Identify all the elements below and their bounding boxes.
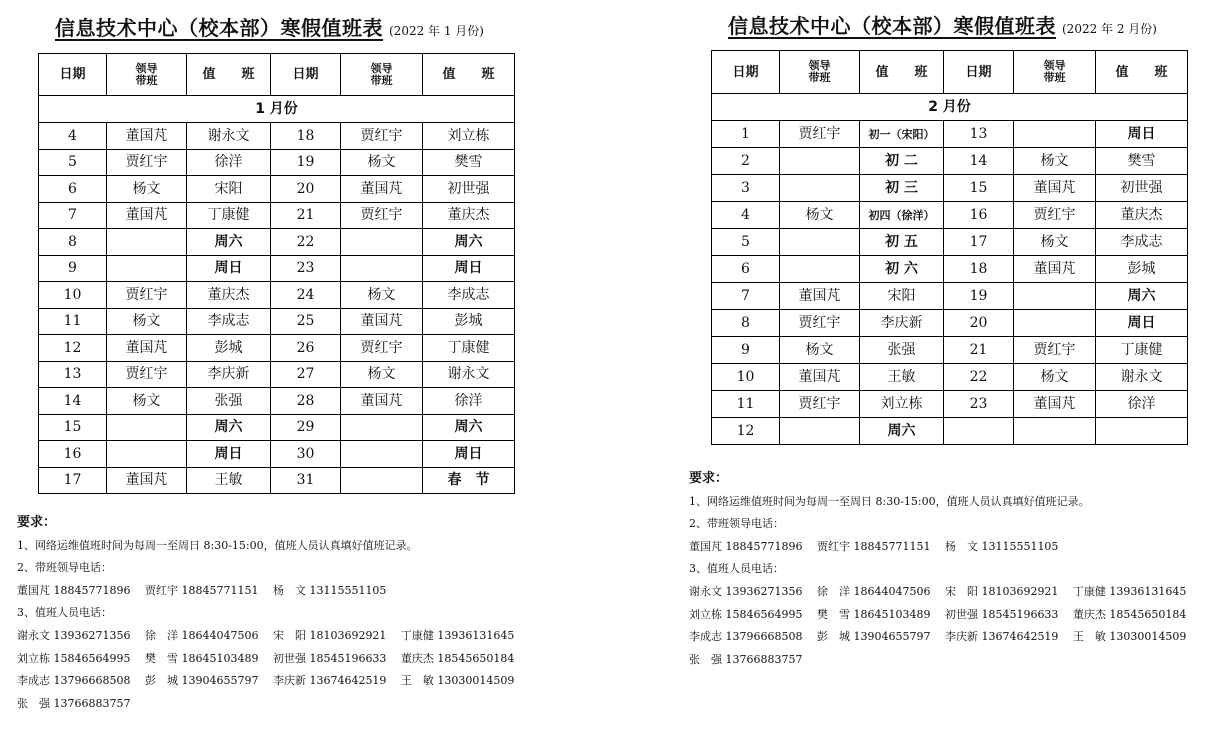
jan-cell-leader: 董国芃: [107, 467, 187, 494]
jan-cell-date2: 29: [271, 414, 341, 441]
jan-cell-duty: 彭城: [187, 335, 271, 362]
feb-cell-date: 12: [712, 418, 780, 445]
jan-cell-leader2: 贾红宇: [341, 202, 423, 229]
feb-cell-duty: 初 三: [860, 175, 944, 202]
jan-cell-date2: 25: [271, 308, 341, 335]
jan-cell-duty2: 李成志: [423, 282, 515, 309]
jan-header-duty2: 值 班: [423, 54, 515, 96]
feb-cell-duty2: 彭城: [1096, 256, 1188, 283]
jan-cell-duty2: 徐洋: [423, 388, 515, 415]
table-row: [39, 388, 515, 415]
jan-cell-leader2: [341, 467, 423, 494]
feb-cell-duty2: 周六: [1096, 283, 1188, 310]
jan-cell-date: 14: [39, 388, 107, 415]
feb-cell-leader: [780, 148, 860, 175]
jan-header-leader2: 领导 带班: [341, 54, 423, 96]
feb-cell-leader2: [1014, 121, 1096, 148]
jan-requirement-line: 2、带班领导电话：: [17, 561, 112, 575]
feb-header-date2: 日期: [944, 51, 1014, 94]
feb-title-period: (2022 年 2 月份): [1062, 22, 1157, 36]
jan-cell-leader: 贾红宇: [107, 282, 187, 309]
table-row: [712, 310, 1188, 337]
jan-cell-duty: 李成志: [187, 308, 271, 335]
jan-cell-leader: [107, 255, 187, 282]
feb-cell-leader2: [1014, 418, 1096, 445]
jan-header-leader: 领导 带班: [107, 54, 187, 96]
feb-cell-date: 7: [712, 283, 780, 310]
jan-requirement-line: 3、值班人员电话：: [17, 606, 112, 620]
jan-cell-leader: 杨文: [107, 308, 187, 335]
jan-cell-duty2: 谢永文: [423, 361, 515, 388]
table-row: [712, 229, 1188, 256]
jan-cell-date: 13: [39, 361, 107, 388]
feb-cell-date: 2: [712, 148, 780, 175]
feb-cell-date2: 13: [944, 121, 1014, 148]
jan-cell-duty2: 春 节: [423, 467, 515, 494]
feb-cell-duty2: 董庆杰: [1096, 202, 1188, 229]
jan-title-main: 信息技术中心（校本部）寒假值班表: [55, 16, 383, 40]
feb-cell-leader: 董国芃: [780, 364, 860, 391]
jan-cell-duty2: 彭城: [423, 308, 515, 335]
jan-header-duty: 值 班: [187, 54, 271, 96]
jan-header-date2: 日期: [271, 54, 341, 96]
jan-header-row: [39, 54, 515, 96]
jan-cell-duty: 谢永文: [187, 123, 271, 150]
table-row: [712, 283, 1188, 310]
jan-cell-leader2: 杨文: [341, 149, 423, 176]
jan-cell-duty: 董庆杰: [187, 282, 271, 309]
feb-cell-duty2: [1096, 418, 1188, 445]
feb-header-leader2: 领导 带班: [1014, 51, 1096, 94]
jan-cell-leader: 贾红宇: [107, 361, 187, 388]
feb-cell-leader2: [1014, 283, 1096, 310]
feb-requirements-heading: 要求：: [689, 471, 729, 486]
feb-cell-duty: 初 五: [860, 229, 944, 256]
table-row: [712, 202, 1188, 229]
feb-cell-date: 10: [712, 364, 780, 391]
table-row: [39, 308, 515, 335]
jan-cell-leader: 董国芃: [107, 335, 187, 362]
feb-cell-duty2: 徐洋: [1096, 391, 1188, 418]
feb-header-duty2: 值 班: [1096, 51, 1188, 94]
jan-cell-date2: 31: [271, 467, 341, 494]
jan-cell-leader: 贾红宇: [107, 149, 187, 176]
jan-cell-duty2: 董庆杰: [423, 202, 515, 229]
table-row: [39, 361, 515, 388]
jan-cell-leader2: 董国芃: [341, 388, 423, 415]
feb-header-leader: 领导 带班: [780, 51, 860, 94]
feb-cell-leader2: 董国芃: [1014, 175, 1096, 202]
feb-cell-leader: [780, 175, 860, 202]
jan-cell-date: 10: [39, 282, 107, 309]
jan-cell-leader: 杨文: [107, 176, 187, 203]
feb-cell-leader: 董国芃: [780, 283, 860, 310]
feb-duty-table: [711, 50, 1188, 445]
feb-cell-date2: 20: [944, 310, 1014, 337]
feb-requirement-line: 2、带班领导电话：: [689, 517, 784, 531]
jan-cell-date: 7: [39, 202, 107, 229]
jan-cell-duty2: 周日: [423, 255, 515, 282]
feb-cell-duty2: 樊雪: [1096, 148, 1188, 175]
feb-cell-date2: 18: [944, 256, 1014, 283]
jan-cell-duty2: 樊雪: [423, 149, 515, 176]
jan-cell-date2: 18: [271, 123, 341, 150]
jan-cell-date: 17: [39, 467, 107, 494]
feb-cell-duty2: 谢永文: [1096, 364, 1188, 391]
feb-title: [728, 10, 1157, 39]
jan-cell-date2: 20: [271, 176, 341, 203]
feb-cell-duty: 周六: [860, 418, 944, 445]
feb-header-duty: 值 班: [860, 51, 944, 94]
jan-cell-leader: [107, 441, 187, 468]
jan-cell-date: 8: [39, 229, 107, 256]
jan-cell-duty2: 周六: [423, 414, 515, 441]
jan-cell-leader2: 董国芃: [341, 176, 423, 203]
table-row: [39, 123, 515, 150]
jan-cell-duty2: 周六: [423, 229, 515, 256]
jan-cell-leader2: 贾红宇: [341, 335, 423, 362]
feb-cell-date2: [944, 418, 1014, 445]
jan-cell-duty: 徐洋: [187, 149, 271, 176]
feb-requirement-line: 董国芃 18845771896 贾红宇 18845771151 杨 文 13115551105: [689, 539, 1059, 553]
jan-cell-leader2: 董国芃: [341, 308, 423, 335]
feb-cell-date: 1: [712, 121, 780, 148]
jan-cell-duty: 李庆新: [187, 361, 271, 388]
table-row: [712, 364, 1188, 391]
feb-cell-date: 6: [712, 256, 780, 283]
table-row: [712, 175, 1188, 202]
jan-cell-duty: 周日: [187, 255, 271, 282]
feb-title-main: 信息技术中心（校本部）寒假值班表: [728, 14, 1056, 38]
feb-cell-duty2: 周日: [1096, 121, 1188, 148]
table-row: [39, 255, 515, 282]
table-row: [39, 176, 515, 203]
feb-cell-leader2: 董国芃: [1014, 256, 1096, 283]
jan-cell-leader: 董国芃: [107, 123, 187, 150]
jan-cell-date: 12: [39, 335, 107, 362]
jan-cell-date2: 21: [271, 202, 341, 229]
feb-cell-leader2: [1014, 310, 1096, 337]
feb-header-date: 日期: [712, 51, 780, 94]
jan-cell-date2: 27: [271, 361, 341, 388]
jan-cell-leader: 杨文: [107, 388, 187, 415]
jan-cell-date2: 23: [271, 255, 341, 282]
feb-cell-leader: 贾红宇: [780, 391, 860, 418]
jan-cell-date2: 19: [271, 149, 341, 176]
jan-cell-duty2: 刘立栋: [423, 123, 515, 150]
jan-cell-date2: 22: [271, 229, 341, 256]
table-row: [39, 282, 515, 309]
feb-cell-date: 11: [712, 391, 780, 418]
table-row: [712, 391, 1188, 418]
jan-requirements: [17, 512, 514, 715]
table-row: [712, 148, 1188, 175]
jan-cell-duty: 张强: [187, 388, 271, 415]
feb-cell-duty: 宋阳: [860, 283, 944, 310]
jan-cell-leader2: 杨文: [341, 282, 423, 309]
feb-cell-date: 9: [712, 337, 780, 364]
feb-cell-leader2: 贾红宇: [1014, 337, 1096, 364]
feb-cell-leader2: 杨文: [1014, 364, 1096, 391]
jan-cell-duty: 周日: [187, 441, 271, 468]
table-row: [39, 202, 515, 229]
feb-requirement-line: 3、值班人员电话：: [689, 562, 784, 576]
feb-cell-date2: 21: [944, 337, 1014, 364]
feb-cell-leader: 贾红宇: [780, 310, 860, 337]
feb-cell-date2: 23: [944, 391, 1014, 418]
table-row: [712, 256, 1188, 283]
jan-title-period: (2022 年 1 月份): [389, 24, 484, 38]
table-row: [39, 335, 515, 362]
feb-requirement-line: 李成志 13796668508 彭 城 13904655797 李庆新 13674642519 王 敏 13030014509: [689, 630, 1187, 644]
feb-cell-duty: 刘立栋: [860, 391, 944, 418]
jan-cell-date2: 24: [271, 282, 341, 309]
feb-cell-duty2: 周日: [1096, 310, 1188, 337]
jan-cell-duty: 王敏: [187, 467, 271, 494]
feb-cell-duty: 李庆新: [860, 310, 944, 337]
jan-cell-date2: 28: [271, 388, 341, 415]
table-row: [39, 149, 515, 176]
jan-cell-date: 4: [39, 123, 107, 150]
jan-cell-duty2: 周日: [423, 441, 515, 468]
jan-cell-leader: [107, 229, 187, 256]
jan-header-date: 日期: [39, 54, 107, 96]
table-row: [39, 414, 515, 441]
feb-cell-duty: 张强: [860, 337, 944, 364]
feb-cell-leader2: 董国芃: [1014, 391, 1096, 418]
jan-cell-duty2: 丁康健: [423, 335, 515, 362]
feb-cell-date: 3: [712, 175, 780, 202]
feb-cell-date2: 17: [944, 229, 1014, 256]
feb-cell-duty: 王敏: [860, 364, 944, 391]
table-row: [712, 418, 1188, 445]
feb-cell-leader: 贾红宇: [780, 121, 860, 148]
jan-title: [55, 12, 484, 41]
jan-cell-date: 15: [39, 414, 107, 441]
jan-duty-table: [38, 53, 515, 494]
feb-requirement-line: 刘立栋 15846564995 樊 雪 18645103489 初世强 18545196633 董庆杰 18545650184: [689, 607, 1187, 621]
jan-cell-leader2: [341, 414, 423, 441]
jan-requirement-line: 谢永文 13936271356 徐 洋 18644047506 宋 阳 18103692921 丁康健 13936131645: [17, 628, 515, 642]
table-row: [39, 467, 515, 494]
jan-cell-leader2: [341, 441, 423, 468]
feb-requirement-line: 1、网络运维值班时间为每周一至周日 8:30-15:00，值班人员认真填好值班记录。: [689, 494, 1090, 508]
feb-cell-date2: 15: [944, 175, 1014, 202]
feb-cell-duty: 初 二: [860, 148, 944, 175]
feb-cell-duty: 初四（徐洋）: [860, 202, 944, 229]
feb-cell-date2: 16: [944, 202, 1014, 229]
jan-cell-date2: 30: [271, 441, 341, 468]
jan-cell-duty2: 初世强: [423, 176, 515, 203]
feb-cell-leader2: 贾红宇: [1014, 202, 1096, 229]
jan-cell-date: 6: [39, 176, 107, 203]
feb-cell-date2: 22: [944, 364, 1014, 391]
jan-requirement-line: 张 强 13766883757: [17, 696, 131, 710]
jan-cell-duty: 丁康健: [187, 202, 271, 229]
feb-cell-date: 4: [712, 202, 780, 229]
feb-month-label: 2 月份: [712, 94, 1188, 121]
feb-cell-leader: 杨文: [780, 202, 860, 229]
feb-cell-leader: [780, 229, 860, 256]
feb-cell-date: 5: [712, 229, 780, 256]
jan-cell-leader2: 杨文: [341, 361, 423, 388]
feb-requirement-line: 谢永文 13936271356 徐 洋 18644047506 宋 阳 18103692921 丁康健 13936131645: [689, 584, 1187, 598]
feb-cell-leader: 杨文: [780, 337, 860, 364]
feb-cell-duty: 初一（宋阳）: [860, 121, 944, 148]
jan-cell-leader2: [341, 229, 423, 256]
feb-cell-leader2: 杨文: [1014, 229, 1096, 256]
jan-requirements-heading: 要求：: [17, 515, 57, 530]
jan-cell-date: 5: [39, 149, 107, 176]
jan-requirement-line: 李成志 13796668508 彭 城 13904655797 李庆新 13674642519 王 敏 13030014509: [17, 674, 515, 688]
feb-cell-date2: 14: [944, 148, 1014, 175]
jan-cell-duty: 宋阳: [187, 176, 271, 203]
feb-cell-duty: 初 六: [860, 256, 944, 283]
jan-cell-leader: [107, 414, 187, 441]
table-row: [712, 121, 1188, 148]
feb-cell-leader: [780, 418, 860, 445]
jan-requirement-line: 刘立栋 15846564995 樊 雪 18645103489 初世强 18545196633 董庆杰 18545650184: [17, 651, 515, 665]
feb-cell-date: 8: [712, 310, 780, 337]
jan-cell-leader2: [341, 255, 423, 282]
feb-cell-duty2: 李成志: [1096, 229, 1188, 256]
jan-cell-duty: 周六: [187, 414, 271, 441]
jan-cell-duty: 周六: [187, 229, 271, 256]
jan-cell-date2: 26: [271, 335, 341, 362]
jan-cell-date: 9: [39, 255, 107, 282]
feb-cell-leader2: 杨文: [1014, 148, 1096, 175]
feb-requirement-line: 张 强 13766883757: [689, 652, 803, 666]
table-row: [39, 441, 515, 468]
feb-requirements: [689, 468, 1186, 671]
feb-cell-duty2: 丁康健: [1096, 337, 1188, 364]
feb-cell-leader: [780, 256, 860, 283]
jan-requirement-line: 1、网络运维值班时间为每周一至周日 8:30-15:00，值班人员认真填好值班记录。: [17, 538, 418, 552]
jan-cell-date: 16: [39, 441, 107, 468]
feb-header-row: [712, 51, 1188, 94]
feb-cell-duty2: 初世强: [1096, 175, 1188, 202]
jan-cell-date: 11: [39, 308, 107, 335]
jan-cell-leader2: 贾红宇: [341, 123, 423, 150]
table-row: [712, 337, 1188, 364]
table-row: [39, 229, 515, 256]
jan-cell-leader: 董国芃: [107, 202, 187, 229]
jan-month-label: 1 月份: [39, 96, 515, 123]
feb-cell-date2: 19: [944, 283, 1014, 310]
jan-requirement-line: 董国芃 18845771896 贾红宇 18845771151 杨 文 13115551105: [17, 583, 387, 597]
